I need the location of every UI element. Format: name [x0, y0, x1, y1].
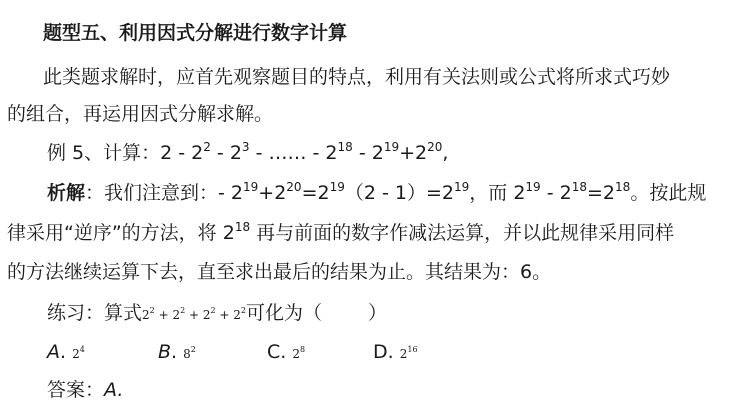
analysis-text-2: +2: [258, 182, 287, 204]
expr-base-3: 2: [202, 308, 211, 322]
intro-line-1: 此类题求解时，应首先观察题目的特点，利用有关法则或公式将所求式巧妙: [43, 66, 671, 88]
analysis-line-2-end: 再与前面的数字作减法运算，并以此规律采用同样: [250, 222, 675, 244]
intro-line-2: 的组合，再运用因式分解求解。: [7, 103, 274, 125]
exercise-line: [47, 300, 387, 328]
option-a-sep: .: [60, 341, 73, 363]
analysis-line-3: 的方法继续运算下去，直至求出最后的结果为止。其结果为：6。: [7, 261, 552, 283]
option-b-sep: .: [171, 341, 184, 363]
analysis-exp-1: 19: [243, 180, 259, 194]
analysis-line-2-exp: 18: [234, 220, 251, 234]
option-c-sep: .: [280, 341, 293, 363]
analysis-exp-6: 18: [571, 180, 588, 194]
analysis-text-7: =2: [587, 182, 616, 204]
example-exp-4: 19: [383, 140, 400, 154]
analysis-text-6: - 2: [540, 182, 572, 204]
expr-plus-2: +: [185, 308, 203, 322]
analysis-exp-5: 19: [525, 180, 541, 194]
option-d-sep: .: [387, 341, 400, 363]
example-suffix: ,: [442, 142, 449, 164]
expr-base-4: 2: [233, 308, 241, 322]
option-b: [158, 339, 196, 367]
analysis-line-1: [47, 180, 706, 206]
analysis-exp-7: 18: [615, 180, 631, 194]
example-exp-3: 18: [337, 140, 353, 154]
analysis-line-2: [7, 220, 674, 246]
example-exp-5: 20: [427, 140, 443, 154]
options-row: [0, 339, 750, 365]
example-prefix: 例 5、计算：2 - 2: [47, 142, 204, 164]
expr-exp-3: 2: [210, 306, 216, 315]
option-c-base: 2: [292, 347, 301, 361]
expr-plus-3: +: [215, 308, 234, 322]
example-text-3: - …… - 2: [249, 142, 338, 164]
option-b-base: 8: [183, 347, 191, 361]
example-exp-2: 3: [241, 140, 250, 154]
analysis-exp-4: 19: [454, 180, 470, 194]
example-exp-1: 2: [203, 140, 211, 154]
example-text-5: +2: [399, 142, 428, 164]
option-c-exp: 8: [300, 345, 306, 354]
answer-label: 答案：: [47, 379, 105, 401]
example-text-4: - 2: [352, 142, 384, 164]
answer-value: A.: [104, 379, 124, 401]
analysis-label: 析解: [47, 182, 86, 204]
analysis-text-4: （2 - 1）=2: [344, 182, 454, 204]
expr-plus-1: +: [154, 308, 173, 322]
option-a-exp: 4: [79, 345, 85, 354]
exercise-prefix: 练习：算式: [47, 302, 143, 324]
example-line: [47, 140, 448, 166]
option-b-exp: 2: [190, 345, 196, 354]
option-b-letter: B: [158, 341, 172, 363]
example-text-2: - 2: [210, 142, 242, 164]
section-heading: 题型五、利用因式分解进行数字计算: [43, 22, 348, 44]
expr-exp-1: 2: [149, 306, 155, 315]
option-d-base: 2: [399, 347, 408, 361]
expr-exp-2: 2: [180, 306, 186, 315]
expr-base-1: 2: [142, 308, 150, 322]
analysis-text-1: ：我们注意到：- 2: [85, 182, 243, 204]
analysis-line-2-start: 律采用“逆序”的方法，将 2: [7, 222, 235, 244]
expr-base-2: 2: [172, 308, 181, 322]
answer-line: [47, 377, 123, 403]
option-d-letter: D: [373, 341, 388, 363]
analysis-exp-3: 19: [329, 180, 345, 194]
exercise-suffix: 可化为（: [246, 302, 323, 324]
exercise-close: ）: [368, 302, 388, 324]
option-c: [267, 339, 305, 367]
option-c-letter: C: [267, 341, 281, 363]
analysis-text-8: 。按此规: [630, 182, 707, 204]
option-a-letter: A: [47, 341, 60, 363]
option-d: [373, 339, 418, 367]
exercise-expression: [142, 308, 246, 322]
option-a: [47, 339, 85, 367]
analysis-exp-2: 20: [286, 180, 302, 194]
expr-exp-4: 2: [240, 306, 247, 315]
option-d-exp: 16: [407, 345, 418, 354]
analysis-text-3: =2: [301, 182, 330, 204]
analysis-text-5: ，而 2: [469, 182, 526, 204]
option-a-base: 2: [72, 347, 80, 361]
